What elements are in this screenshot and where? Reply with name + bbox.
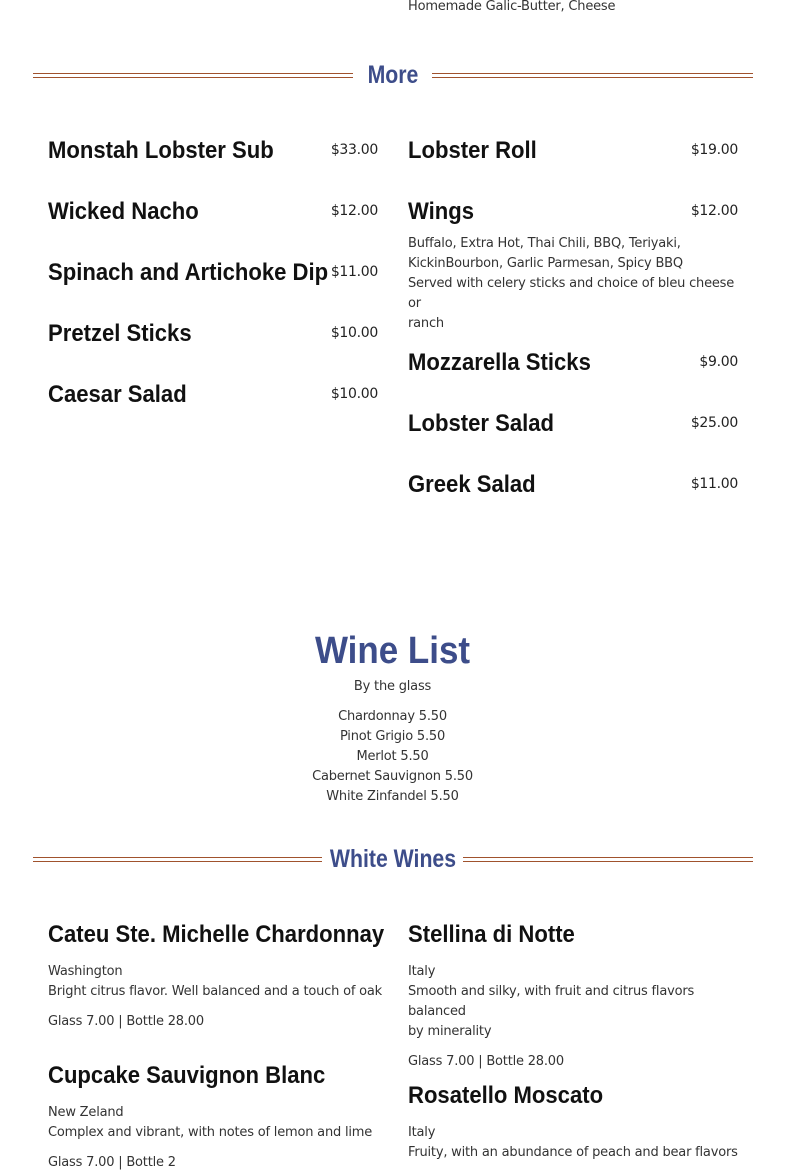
section-title: White Wines (329, 845, 457, 873)
description-line: KickinBourbon, Garlic Parmesan, Spicy BBQ (408, 256, 683, 271)
menu-item-price: $19.00 (690, 142, 738, 158)
menu-item-name: Spinach and Artichoke Dip (48, 259, 329, 286)
section-title: More (367, 61, 419, 89)
wine-origin: Italy (408, 964, 436, 979)
menu-item-name: Greek Salad (408, 471, 536, 498)
glass-wine-item: White Zinfandel 5.50 (326, 789, 459, 804)
wine-description: Bright citrus flavor. Well balanced and a touch of oak (48, 984, 382, 999)
wine-item (408, 920, 743, 1072)
wine-item (48, 1061, 383, 1173)
menu-item-price: $11.00 (330, 264, 378, 280)
glass-wine-item: Cabernet Sauvignon 5.50 (312, 769, 473, 784)
wine-description: Complex and vibrant, with notes of lemon and lime (48, 1125, 373, 1140)
menu-item-name: Monstah Lobster Sub (48, 137, 274, 164)
menu-item-price: $10.00 (330, 386, 378, 402)
description-line: ranch (408, 316, 444, 331)
wine-description: Fruity, with an abundance of peach and bear flavors (408, 1145, 738, 1160)
wine-origin: Italy (408, 1125, 436, 1140)
wine-list-subtitle: By the glass (353, 679, 432, 694)
glass-wine-item: Chardonnay 5.50 (338, 709, 447, 724)
menu-item-price: $9.00 (699, 354, 738, 370)
menu-item-name: Wicked Nacho (48, 198, 199, 225)
menu-item-description (408, 234, 738, 334)
menu-item-price: $10.00 (330, 325, 378, 341)
wine-name: Cateu Ste. Michelle Chardonnay (48, 921, 385, 948)
menu-item-price: $11.00 (690, 476, 738, 492)
section-divider-more (33, 60, 753, 90)
menu-item-price: $12.00 (690, 203, 738, 219)
menu-item-price: $12.00 (330, 203, 378, 219)
wine-description: Smooth and silky, with fruit and citrus flavors balanced (408, 984, 695, 1019)
item-description: Homemade Galic-Butter, Cheese (408, 0, 616, 14)
wine-price: Glass 7.00 | Bottle 28.00 (48, 1014, 204, 1029)
description-line: Served with celery sticks and choice of bleu cheese or (408, 276, 735, 311)
menu-item-name: Caesar Salad (48, 381, 187, 408)
glass-wine-item: Merlot 5.50 (356, 749, 429, 764)
menu-item-name: Wings (408, 198, 475, 225)
menu-item-name: Lobster Roll (408, 137, 537, 164)
wine-origin: Washington (48, 964, 123, 979)
glass-wine-list (0, 707, 785, 807)
menu-item-name: Mozzarella Sticks (408, 349, 591, 376)
menu-item-name: Lobster Salad (408, 410, 555, 437)
wine-name: Rosatello Moscato (408, 1082, 604, 1109)
wine-origin: New Zeland (48, 1105, 124, 1120)
wine-list-subtitle-block (0, 677, 785, 697)
wine-price: Glass 7.00 | Bottle 2 (48, 1155, 176, 1170)
wine-item (408, 1081, 743, 1163)
wine-name: Stellina di Notte (408, 921, 575, 948)
wine-description: by minerality (408, 1024, 492, 1039)
glass-wine-item: Pinot Grigio 5.50 (339, 729, 446, 744)
wine-item (48, 920, 383, 1032)
description-line: Buffalo, Extra Hot, Thai Chili, BBQ, Teriyaki, (408, 236, 681, 251)
wine-price: Glass 7.00 | Bottle 28.00 (408, 1054, 564, 1069)
menu-item-name: Pretzel Sticks (48, 320, 192, 347)
menu-item-price: $33.00 (330, 142, 378, 158)
wine-list-title: Wine List (314, 630, 471, 672)
menu-item-price: $25.00 (690, 415, 738, 431)
section-divider-white-wines (33, 844, 753, 874)
wine-name: Cupcake Sauvignon Blanc (48, 1062, 326, 1089)
